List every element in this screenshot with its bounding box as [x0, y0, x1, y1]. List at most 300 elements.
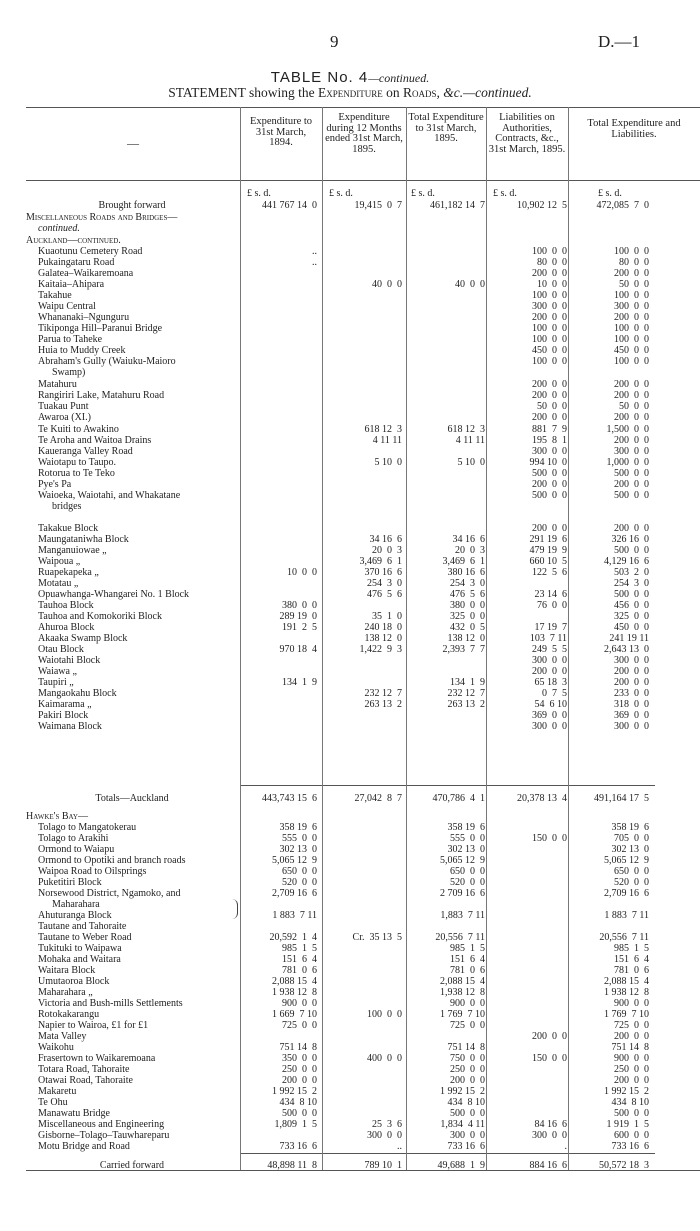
row-amount-col5: 50 0 0 — [619, 279, 649, 290]
row-label: Tauhoa Block — [38, 600, 94, 611]
row-amount-col1: 781 0 6 — [282, 965, 317, 976]
table-row — [26, 356, 700, 367]
row-amount-col2: 20 0 3 — [372, 545, 402, 556]
row-amount-col5: 751 14 8 — [611, 1042, 649, 1053]
row-label: Mohaka and Waitara — [38, 954, 121, 965]
row-label: Brought forward — [98, 200, 166, 211]
table-row — [26, 268, 700, 279]
row-amount-col1: 900 0 0 — [282, 998, 317, 1009]
row-amount-col5: 254 3 0 — [614, 578, 649, 589]
row-label: Waikohu — [38, 1042, 74, 1053]
row-amount-col3: 250 0 0 — [450, 1064, 485, 1075]
row-label: Abraham's Gully (Waiuku-Maioro — [38, 356, 176, 367]
row-label: Pye's Pa — [38, 479, 72, 490]
row-label: Rangiriri Lake, Matahuru Road — [38, 390, 165, 401]
subtitle-roads: Roads — [403, 85, 437, 100]
table-row — [26, 1141, 700, 1152]
row-amount-col5: 233 0 0 — [614, 688, 649, 699]
table-row — [26, 200, 700, 211]
row-label: Takakue Block — [38, 523, 99, 534]
row-amount-col3: 520 0 0 — [450, 877, 485, 888]
row-label: Waitara Block — [38, 965, 96, 976]
row-amount-col1: 733 16 6 — [279, 1141, 317, 1152]
row-amount-col3: 4 11 11 — [455, 435, 485, 446]
row-amount-col3: 2,393 7 7 — [442, 644, 485, 655]
row-amount-col2: 27,042 8 7 — [354, 793, 402, 804]
row-amount-col5: 733 16 6 — [611, 1141, 649, 1152]
row-amount-col1: 443,743 15 6 — [262, 793, 317, 804]
row-amount-col1: 985 1 5 — [282, 943, 317, 954]
row-amount-col5: 20,556 7 11 — [599, 932, 649, 943]
row-amount-col5: 151 6 4 — [614, 954, 649, 965]
subtitle-lead: STATEMENT showing the — [168, 85, 319, 100]
row-label: Miscellaneous Roads and Bridges— — [26, 212, 178, 223]
currency-units-col4: £ s. d. — [493, 188, 517, 199]
row-amount-col3: 781 0 6 — [450, 965, 485, 976]
table-row — [26, 390, 700, 401]
row-amount-col5: 100 0 0 — [614, 290, 649, 301]
row-amount-col5: 200 0 0 — [614, 666, 649, 677]
row-amount-col1: 1 992 15 2 — [272, 1086, 317, 1097]
row-amount-col3: 1,834 4 11 — [440, 1119, 485, 1130]
row-amount-col5: 500 0 0 — [614, 1108, 649, 1119]
row-amount-col3: 300 0 0 — [450, 1130, 485, 1141]
row-amount-col3: 2 709 16 6 — [440, 888, 485, 899]
row-label: Hawke's Bay— — [26, 811, 88, 822]
table-row — [26, 644, 700, 655]
row-label: Maharahara „ — [38, 987, 93, 998]
row-amount-col2: 5 10 0 — [374, 457, 402, 468]
row-label: Manganuiowae „ — [38, 545, 107, 556]
row-amount-col1: 5,065 12 9 — [272, 855, 317, 866]
table-row — [26, 844, 700, 855]
row-amount-col1: 48,898 11 8 — [267, 1160, 317, 1171]
row-amount-col5: 4,129 16 6 — [604, 556, 649, 567]
row-label: Tautane and Tahoraite — [38, 921, 127, 932]
row-amount-col3: 751 14 8 — [447, 1042, 485, 1053]
row-amount-col1: 20,592 1 4 — [269, 932, 317, 943]
row-amount-col3: 20 0 3 — [455, 545, 485, 556]
row-amount-col2: 100 0 0 — [367, 1009, 402, 1020]
row-amount-col2: 400 0 0 — [367, 1053, 402, 1064]
row-label: Rotokakarangu — [38, 1009, 100, 1020]
row-label: Miscellaneous and Engineering — [38, 1119, 165, 1130]
row-amount-col4: 884 16 6 — [529, 1160, 567, 1171]
row-amount-col3: 985 1 5 — [450, 943, 485, 954]
row-amount-col2: 300 0 0 — [367, 1130, 402, 1141]
table-row — [26, 965, 700, 976]
row-amount-col5: 2,643 13 0 — [604, 644, 649, 655]
row-amount-col5: 705 0 0 — [614, 833, 649, 844]
row-amount-col4: 0 7 5 — [542, 688, 567, 699]
row-amount-col5: 300 0 0 — [614, 446, 649, 457]
table-row — [26, 523, 700, 534]
row-amount-col4: 300 0 0 — [532, 446, 567, 457]
table-row — [26, 457, 700, 468]
header-total-expenditure-1895: Total Expenditure to 31st March, 1895. — [408, 112, 484, 144]
row-amount-col4: 100 0 0 — [532, 323, 567, 334]
row-amount-col1: 2,709 16 6 — [272, 888, 317, 899]
row-amount-col2: 34 16 6 — [369, 534, 402, 545]
row-label: continued. — [38, 223, 80, 234]
table-row — [26, 545, 700, 556]
row-amount-col3: 5,065 12 9 — [440, 855, 485, 866]
row-amount-col5: 985 1 5 — [614, 943, 649, 954]
row-amount-col2: 240 18 0 — [364, 622, 402, 633]
row-label: Makaretu — [38, 1086, 77, 1097]
row-amount-col5: 300 0 0 — [614, 721, 649, 732]
table-title-suffix: —continued. — [368, 71, 430, 85]
row-amount-col1: 500 0 0 — [282, 1108, 317, 1119]
header-expenditure-1894: Expenditure to 31st March, 1894. — [249, 116, 313, 148]
row-amount-col1: 434 8 10 — [279, 1097, 317, 1108]
table-row — [26, 921, 700, 932]
row-amount-col5: 900 0 0 — [614, 998, 649, 1009]
table-row — [26, 257, 700, 268]
row-amount-col3: 40 0 0 — [455, 279, 485, 290]
table-row — [26, 899, 700, 910]
row-amount-col4: 300 0 0 — [532, 721, 567, 732]
row-amount-col3: 263 13 2 — [447, 699, 485, 710]
table-row — [26, 379, 700, 390]
row-amount-col5: 326 16 0 — [611, 534, 649, 545]
row-amount-col4: 200 0 0 — [532, 1031, 567, 1042]
table-row — [26, 793, 700, 804]
row-label: Tikiponga Hill–Paranui Bridge — [38, 323, 163, 334]
table-row — [26, 866, 700, 877]
row-label: Ruapekapeka „ — [38, 567, 99, 578]
row-amount-col1: 134 1 9 — [282, 677, 317, 688]
row-label: Awaroa (XI.) — [38, 412, 91, 423]
row-amount-col4: 23 14 6 — [534, 589, 567, 600]
statement-subtitle — [0, 85, 700, 101]
row-amount-col5: 200 0 0 — [614, 379, 649, 390]
row-amount-col4: 100 0 0 — [532, 356, 567, 367]
row-amount-col5: 500 0 0 — [614, 490, 649, 501]
table-row — [26, 279, 700, 290]
row-amount-col3: 151 6 4 — [450, 954, 485, 965]
row-amount-col2: 263 13 2 — [364, 699, 402, 710]
row-amount-col1: 380 0 0 — [282, 600, 317, 611]
row-amount-col3: 900 0 0 — [450, 998, 485, 1009]
row-amount-col2: 40 0 0 — [372, 279, 402, 290]
row-amount-col4: 150 0 0 — [532, 1053, 567, 1064]
row-amount-col3: 380 16 6 — [447, 567, 485, 578]
row-label: Kaimarama „ — [38, 699, 92, 710]
row-amount-col2: 618 12 3 — [364, 424, 402, 435]
row-label: Takahue — [38, 290, 72, 301]
row-amount-col5: 300 0 0 — [614, 655, 649, 666]
row-amount-col5: 5,065 12 9 — [604, 855, 649, 866]
row-amount-col1: 289 19 0 — [279, 611, 317, 622]
row-amount-col4: 195 8 1 — [532, 435, 567, 446]
row-amount-col4: 291 19 6 — [529, 534, 567, 545]
row-amount-col4: 103 7 11 — [529, 633, 567, 644]
row-amount-col5: 650 0 0 — [614, 866, 649, 877]
table-row — [26, 367, 700, 378]
row-label: Tautane to Weber Road — [38, 932, 132, 943]
table-row — [26, 1119, 700, 1130]
table-row — [26, 589, 700, 600]
table-row — [26, 501, 700, 512]
row-amount-col3: 325 0 0 — [450, 611, 485, 622]
row-amount-col3: 2,088 15 4 — [440, 976, 485, 987]
header-liabilities: Liabilities on Authorities, Contracts, &c., 31st March, 1895. — [488, 112, 566, 155]
row-amount-col1: .. — [312, 257, 317, 268]
row-amount-col2: 3,469 6 1 — [359, 556, 402, 567]
row-amount-col4: 660 10 5 — [529, 556, 567, 567]
currency-units-col5: £ s. d. — [598, 188, 622, 199]
row-amount-col5: 503 2 0 — [614, 567, 649, 578]
row-amount-col1: 358 19 6 — [279, 822, 317, 833]
row-amount-col5: 781 0 6 — [614, 965, 649, 976]
row-amount-col1: 970 18 4 — [279, 644, 317, 655]
table-row — [26, 1009, 700, 1020]
row-amount-col4: 450 0 0 — [532, 345, 567, 356]
row-amount-col4: 76 0 0 — [537, 600, 567, 611]
row-amount-col5: 100 0 0 — [614, 356, 649, 367]
row-amount-col5: 50,572 18 3 — [599, 1160, 649, 1171]
table-row — [26, 1160, 700, 1171]
row-amount-col2: .. — [397, 1141, 402, 1152]
row-amount-col2: 25 3 6 — [372, 1119, 402, 1130]
row-amount-col3: 3,469 6 1 — [442, 556, 485, 567]
row-amount-col4: 80 0 0 — [537, 257, 567, 268]
row-amount-col5: 200 0 0 — [614, 479, 649, 490]
row-amount-col4: 17 19 7 — [534, 622, 567, 633]
row-amount-col3: 5 10 0 — [457, 457, 485, 468]
row-amount-col1: 1 669 7 10 — [272, 1009, 317, 1020]
row-amount-col1: 151 6 4 — [282, 954, 317, 965]
header-particulars: — — [127, 136, 139, 150]
row-amount-col3: 49,688 1 9 — [437, 1160, 485, 1171]
table-row — [26, 600, 700, 611]
row-amount-col5: 100 0 0 — [614, 246, 649, 257]
row-amount-col1: 725 0 0 — [282, 1020, 317, 1031]
row-label: Tolago to Arakihi — [38, 833, 109, 844]
row-amount-col4: 200 0 0 — [532, 479, 567, 490]
table-row — [26, 556, 700, 567]
row-amount-col2: 232 12 7 — [364, 688, 402, 699]
row-amount-col5: 500 0 0 — [614, 589, 649, 600]
table-row — [26, 998, 700, 1009]
row-amount-col3: 750 0 0 — [450, 1053, 485, 1064]
row-amount-col5: 1 919 1 5 — [606, 1119, 649, 1130]
row-label: Motu Bridge and Road — [38, 1141, 130, 1152]
row-label: Ormond to Opotiki and branch roads — [38, 855, 186, 866]
table-row — [26, 345, 700, 356]
row-amount-col2: 4 11 11 — [372, 435, 402, 446]
row-amount-col5: 200 0 0 — [614, 268, 649, 279]
row-amount-col5: 2,088 15 4 — [604, 976, 649, 987]
table-row — [26, 877, 700, 888]
table-row — [26, 633, 700, 644]
row-amount-col4: 200 0 0 — [532, 312, 567, 323]
row-amount-col3: 500 0 0 — [450, 1108, 485, 1119]
row-amount-col5: 100 0 0 — [614, 334, 649, 345]
row-label: Maharahara — [52, 899, 100, 910]
row-amount-col3: 555 0 0 — [450, 833, 485, 844]
row-amount-col3: 134 1 9 — [450, 677, 485, 688]
row-label: bridges — [52, 501, 82, 512]
row-amount-col5: 500 0 0 — [614, 545, 649, 556]
row-amount-col4: 881 7 9 — [532, 424, 567, 435]
row-amount-col2: 789 10 1 — [364, 1160, 402, 1171]
header-total-expenditure-liabilities: Total Expenditure and Liabilities. — [587, 118, 681, 140]
row-amount-col4: . — [564, 1141, 567, 1152]
row-label: Waipoa Road to Oilsprings — [38, 866, 147, 877]
row-label: Norsewood District, Ngamoko, and — [38, 888, 181, 899]
row-amount-col3: 476 5 6 — [450, 589, 485, 600]
row-label: Napier to Wairoa, £1 for £1 — [38, 1020, 149, 1031]
row-amount-col4: 200 0 0 — [532, 523, 567, 534]
table-row — [26, 1097, 700, 1108]
table-row — [26, 677, 700, 688]
totals-top-rule — [240, 785, 655, 786]
row-label: Mata Valley — [38, 1031, 87, 1042]
row-amount-col1: 555 0 0 — [282, 833, 317, 844]
table-row — [26, 811, 700, 822]
row-amount-col4: 122 5 6 — [532, 567, 567, 578]
row-amount-col5: 200 0 0 — [614, 677, 649, 688]
row-label: Kuaotunu Cemetery Road — [38, 246, 143, 257]
row-label: Waiotapu to Taupo. — [38, 457, 117, 468]
row-label: Auckland—continued. — [26, 235, 121, 246]
row-amount-col3: 733 16 6 — [447, 1141, 485, 1152]
table-row — [26, 567, 700, 578]
table-row — [26, 622, 700, 633]
table-row — [26, 976, 700, 987]
row-amount-col3: 434 8 10 — [447, 1097, 485, 1108]
row-amount-col4: 50 0 0 — [537, 401, 567, 412]
row-amount-col5: 100 0 0 — [614, 323, 649, 334]
row-amount-col5: 318 0 0 — [614, 699, 649, 710]
row-amount-col5: 300 0 0 — [614, 301, 649, 312]
table-row — [26, 987, 700, 998]
row-amount-col5: 200 0 0 — [614, 1075, 649, 1086]
row-amount-col4: 200 0 0 — [532, 666, 567, 677]
table-row — [26, 943, 700, 954]
table-row — [26, 534, 700, 545]
row-amount-col5: 2,709 16 6 — [604, 888, 649, 899]
row-amount-col1: 1 938 12 8 — [272, 987, 317, 998]
table-row — [26, 212, 700, 223]
document-reference: D.—1 — [598, 32, 641, 51]
row-amount-col1: 650 0 0 — [282, 866, 317, 877]
grouping-brace — [232, 899, 238, 919]
row-label: Maungataniwha Block — [38, 534, 129, 545]
currency-units-col1: £ s. d. — [247, 188, 271, 199]
row-amount-col4: 500 0 0 — [532, 490, 567, 501]
table-row — [26, 468, 700, 479]
row-amount-col4: 54 6 10 — [534, 699, 567, 710]
row-label: Matahuru — [38, 379, 77, 390]
row-label: Akaaka Swamp Block — [38, 633, 128, 644]
row-label: Umutaoroa Block — [38, 976, 110, 987]
row-amount-col3: 1 769 7 10 — [440, 1009, 485, 1020]
row-amount-col5: 200 0 0 — [614, 390, 649, 401]
row-label: Opuawhanga-Whangarei No. 1 Block — [38, 589, 190, 600]
row-amount-col5: 472,085 7 0 — [596, 200, 649, 211]
table-row — [26, 1064, 700, 1075]
row-amount-col5: 325 0 0 — [614, 611, 649, 622]
row-amount-col5: 1,000 0 0 — [606, 457, 649, 468]
table-row — [26, 1020, 700, 1031]
row-amount-col4: 369 0 0 — [532, 710, 567, 721]
table-row — [26, 334, 700, 345]
table-row — [26, 954, 700, 965]
row-label: Huia to Muddy Creek — [38, 345, 126, 356]
row-label: Te Kuiti to Awakino — [38, 424, 119, 435]
row-label: Puketitiri Block — [38, 877, 102, 888]
row-amount-col1: 2,088 15 4 — [272, 976, 317, 987]
row-label: Mangaokahu Block — [38, 688, 117, 699]
row-amount-col4: 65 18 3 — [534, 677, 567, 688]
table-row — [26, 655, 700, 666]
table-row — [26, 888, 700, 899]
table-row — [26, 1075, 700, 1086]
row-amount-col3: 432 0 5 — [450, 622, 485, 633]
row-amount-col5: 250 0 0 — [614, 1064, 649, 1075]
row-amount-col4: 300 0 0 — [532, 655, 567, 666]
row-amount-col4: 479 19 9 — [529, 545, 567, 556]
row-label: Ahuroa Block — [38, 622, 95, 633]
row-amount-col5: 900 0 0 — [614, 1053, 649, 1064]
row-label: Motatau „ — [38, 578, 79, 589]
table-row — [26, 235, 700, 246]
row-amount-col1: 191 2 5 — [282, 622, 317, 633]
table-row — [26, 822, 700, 833]
row-amount-col4: 100 0 0 — [532, 290, 567, 301]
row-amount-col3: 138 12 0 — [447, 633, 485, 644]
table-row — [26, 1053, 700, 1064]
carried-top-rule — [240, 1153, 655, 1154]
table-row — [26, 710, 700, 721]
row-amount-col2: 1,422 9 3 — [359, 644, 402, 655]
table-row — [26, 855, 700, 866]
row-label: Tauhoa and Komokoriki Block — [38, 611, 162, 622]
currency-units-col2: £ s. d. — [329, 188, 353, 199]
table-row — [26, 424, 700, 435]
row-label: Otau Block — [38, 644, 84, 655]
table-row — [26, 479, 700, 490]
row-label: Victoria and Bush-mills Settlements — [38, 998, 183, 1009]
row-amount-col5: 600 0 0 — [614, 1130, 649, 1141]
row-label: Waimana Block — [38, 721, 102, 732]
row-amount-col3: 254 3 0 — [450, 578, 485, 589]
table-row — [26, 932, 700, 943]
row-amount-col5: 302 13 0 — [611, 844, 649, 855]
row-amount-col2: 370 16 6 — [364, 567, 402, 578]
row-amount-col4: 100 0 0 — [532, 246, 567, 257]
table-row — [26, 435, 700, 446]
row-amount-col5: 358 19 6 — [611, 822, 649, 833]
table-row — [26, 699, 700, 710]
row-amount-col1: 200 0 0 — [282, 1075, 317, 1086]
row-label: Waioeka, Waiotahi, and Whakatane — [38, 490, 181, 501]
row-label: Parua to Taheke — [38, 334, 103, 345]
row-amount-col4: 200 0 0 — [532, 268, 567, 279]
row-amount-col3: 302 13 0 — [447, 844, 485, 855]
row-amount-col3: 470,786 4 1 — [432, 793, 485, 804]
row-amount-col4: 10,902 12 5 — [517, 200, 567, 211]
row-label: Ahuturanga Block — [38, 910, 112, 921]
row-amount-col1: 520 0 0 — [282, 877, 317, 888]
header-bottom-rule — [26, 180, 700, 181]
row-amount-col1: 302 13 0 — [279, 844, 317, 855]
row-amount-col3: 461,182 14 7 — [430, 200, 485, 211]
row-amount-col5: 500 0 0 — [614, 468, 649, 479]
